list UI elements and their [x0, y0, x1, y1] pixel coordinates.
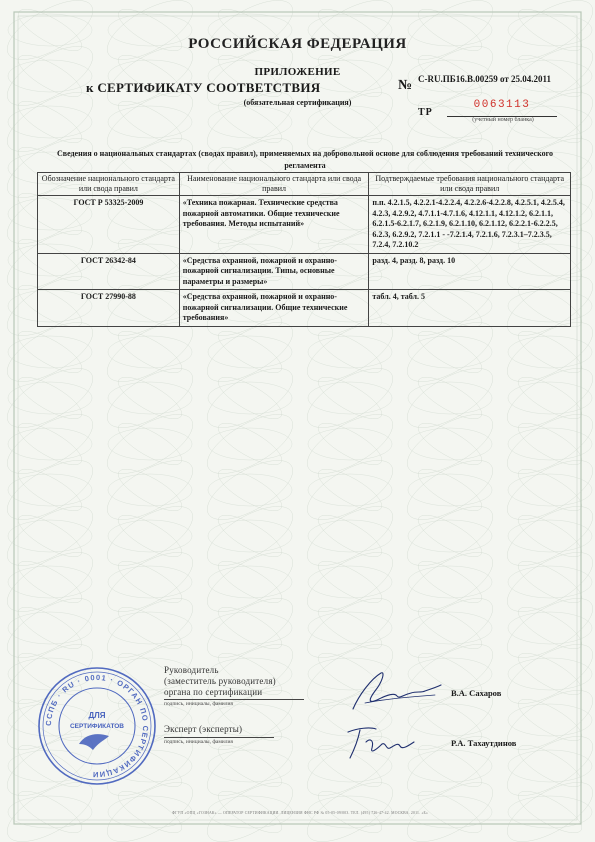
standard-code: ГОСТ Р 53325-2009: [38, 196, 180, 254]
certificate-number: С-RU.ПБ16.В.00259 от 25.04.2011: [418, 74, 552, 84]
standard-code: ГОСТ 26342-84: [38, 253, 180, 290]
head-signature-note: подпись, инициалы, фамилия: [164, 701, 233, 707]
stamp-emblem-icon: [79, 734, 109, 750]
standard-code: ГОСТ 27990-88: [38, 290, 180, 327]
expert-signature: [342, 720, 422, 766]
standard-requirements: табл. 4, табл. 5: [369, 290, 571, 327]
table-row: [38, 290, 571, 327]
head-role-line-2: (заместитель руководителя): [164, 676, 276, 686]
country-title: РОССИЙСКАЯ ФЕДЕРАЦИЯ: [188, 36, 407, 52]
standard-requirements: п.п. 4.2.1.5, 4.2.2.1-4.2.2.4, 4.2.2.6-4.2.2.8, 4.2.5.1, 4.2.5.4, 4.2.3, 4.2.9.2, 4.7.1.1-4.7.1.6, 4.12.1.1, 4.12.1.2, 6.2.1.1, 6.2.1.5-6.2.1.7, 6.2.1.9, 6.2.1.10, 6.2.1.12, 6.2.2.1-6.2.2.5, 6.2.3, 6.2.9.2, 7.2.1.1 - -7.2.1.4, 7.2.1.6, 7.2.3.1–7.2.3.5, 7.2.4, 7.2.10.2: [369, 196, 571, 254]
standard-title: «Средства охранной, пожарной и охранно-пожарной сигнализации. Общие технические требования»: [179, 290, 369, 327]
stamp-center-line-1: ДЛЯ: [88, 711, 106, 720]
standard-title: «Техника пожарная. Технические средства пожарной автоматики. Общие технические требования. Методы испытаний»: [179, 196, 369, 254]
table-header-row: [38, 173, 571, 196]
column-header-requirements: Подтверждаемые требования национального стандарта или свода правил: [369, 173, 571, 196]
mandatory-certification-label: (обязательная сертификация): [243, 98, 352, 107]
number-sign: №: [398, 78, 413, 93]
column-header-title: Наименование национального стандарта или свода правил: [179, 173, 369, 196]
expert-name: Р.А. Тахаутдинов: [451, 738, 517, 748]
printer-footer: ФГУП «ОПЦ «ГОЗНАК» — ОПЕРАТОР СЕРТИФИКАЦИИ. ЛИЦЕНЗИЯ ФНС РФ № 05-05-09/003. ТЕЛ. (495) 726-47-42. МОСКВА. 2011. «Б»: [171, 811, 429, 815]
stamp-center-line-2: СЕРТИФИКАТОВ: [69, 723, 125, 730]
table-row: [38, 253, 571, 290]
expert-role: Эксперт (эксперты): [164, 724, 243, 734]
head-name: В.А. Сахаров: [451, 688, 502, 698]
table-row: [38, 196, 571, 254]
standard-title: «Средства охранной, пожарной и охранно-пожарной сигнализации. Типы, основные параметры и размеры»: [179, 253, 369, 290]
blank-serial-number: 0063113: [473, 99, 531, 111]
appendix-title: ПРИЛОЖЕНИЕ: [254, 66, 341, 78]
head-role-line-1: Руководитель: [164, 665, 219, 675]
series-label: ТР: [418, 107, 433, 118]
certificate-heading: к СЕРТИФИКАТУ СООТВЕТСТВИЯ: [86, 80, 321, 95]
column-header-code: Обозначение национального стандарта или свода правил: [38, 173, 180, 196]
blank-number-note: (учетный номер бланка): [472, 117, 534, 123]
expert-signature-note: подпись, инициалы, фамилия: [164, 739, 233, 745]
head-signature: [345, 665, 445, 715]
certification-stamp: [35, 664, 159, 788]
expert-signature-underline: [164, 728, 274, 738]
head-signature-underline: [164, 690, 304, 700]
head-role-line-3: органа по сертификации: [164, 687, 263, 697]
intro-text: Сведения о национальных стандартах (сводах правил), применяемых на добровольной основе для соблюдения требований технического регламента: [56, 149, 554, 170]
stamp-ring-text: ССПБ · RU · 0001 · ОРГАН ПО СЕРТИФИКАЦИИ: [43, 672, 151, 780]
standards-table: [37, 172, 571, 327]
standard-requirements: разд. 4, разд. 8, разд. 10: [369, 253, 571, 290]
